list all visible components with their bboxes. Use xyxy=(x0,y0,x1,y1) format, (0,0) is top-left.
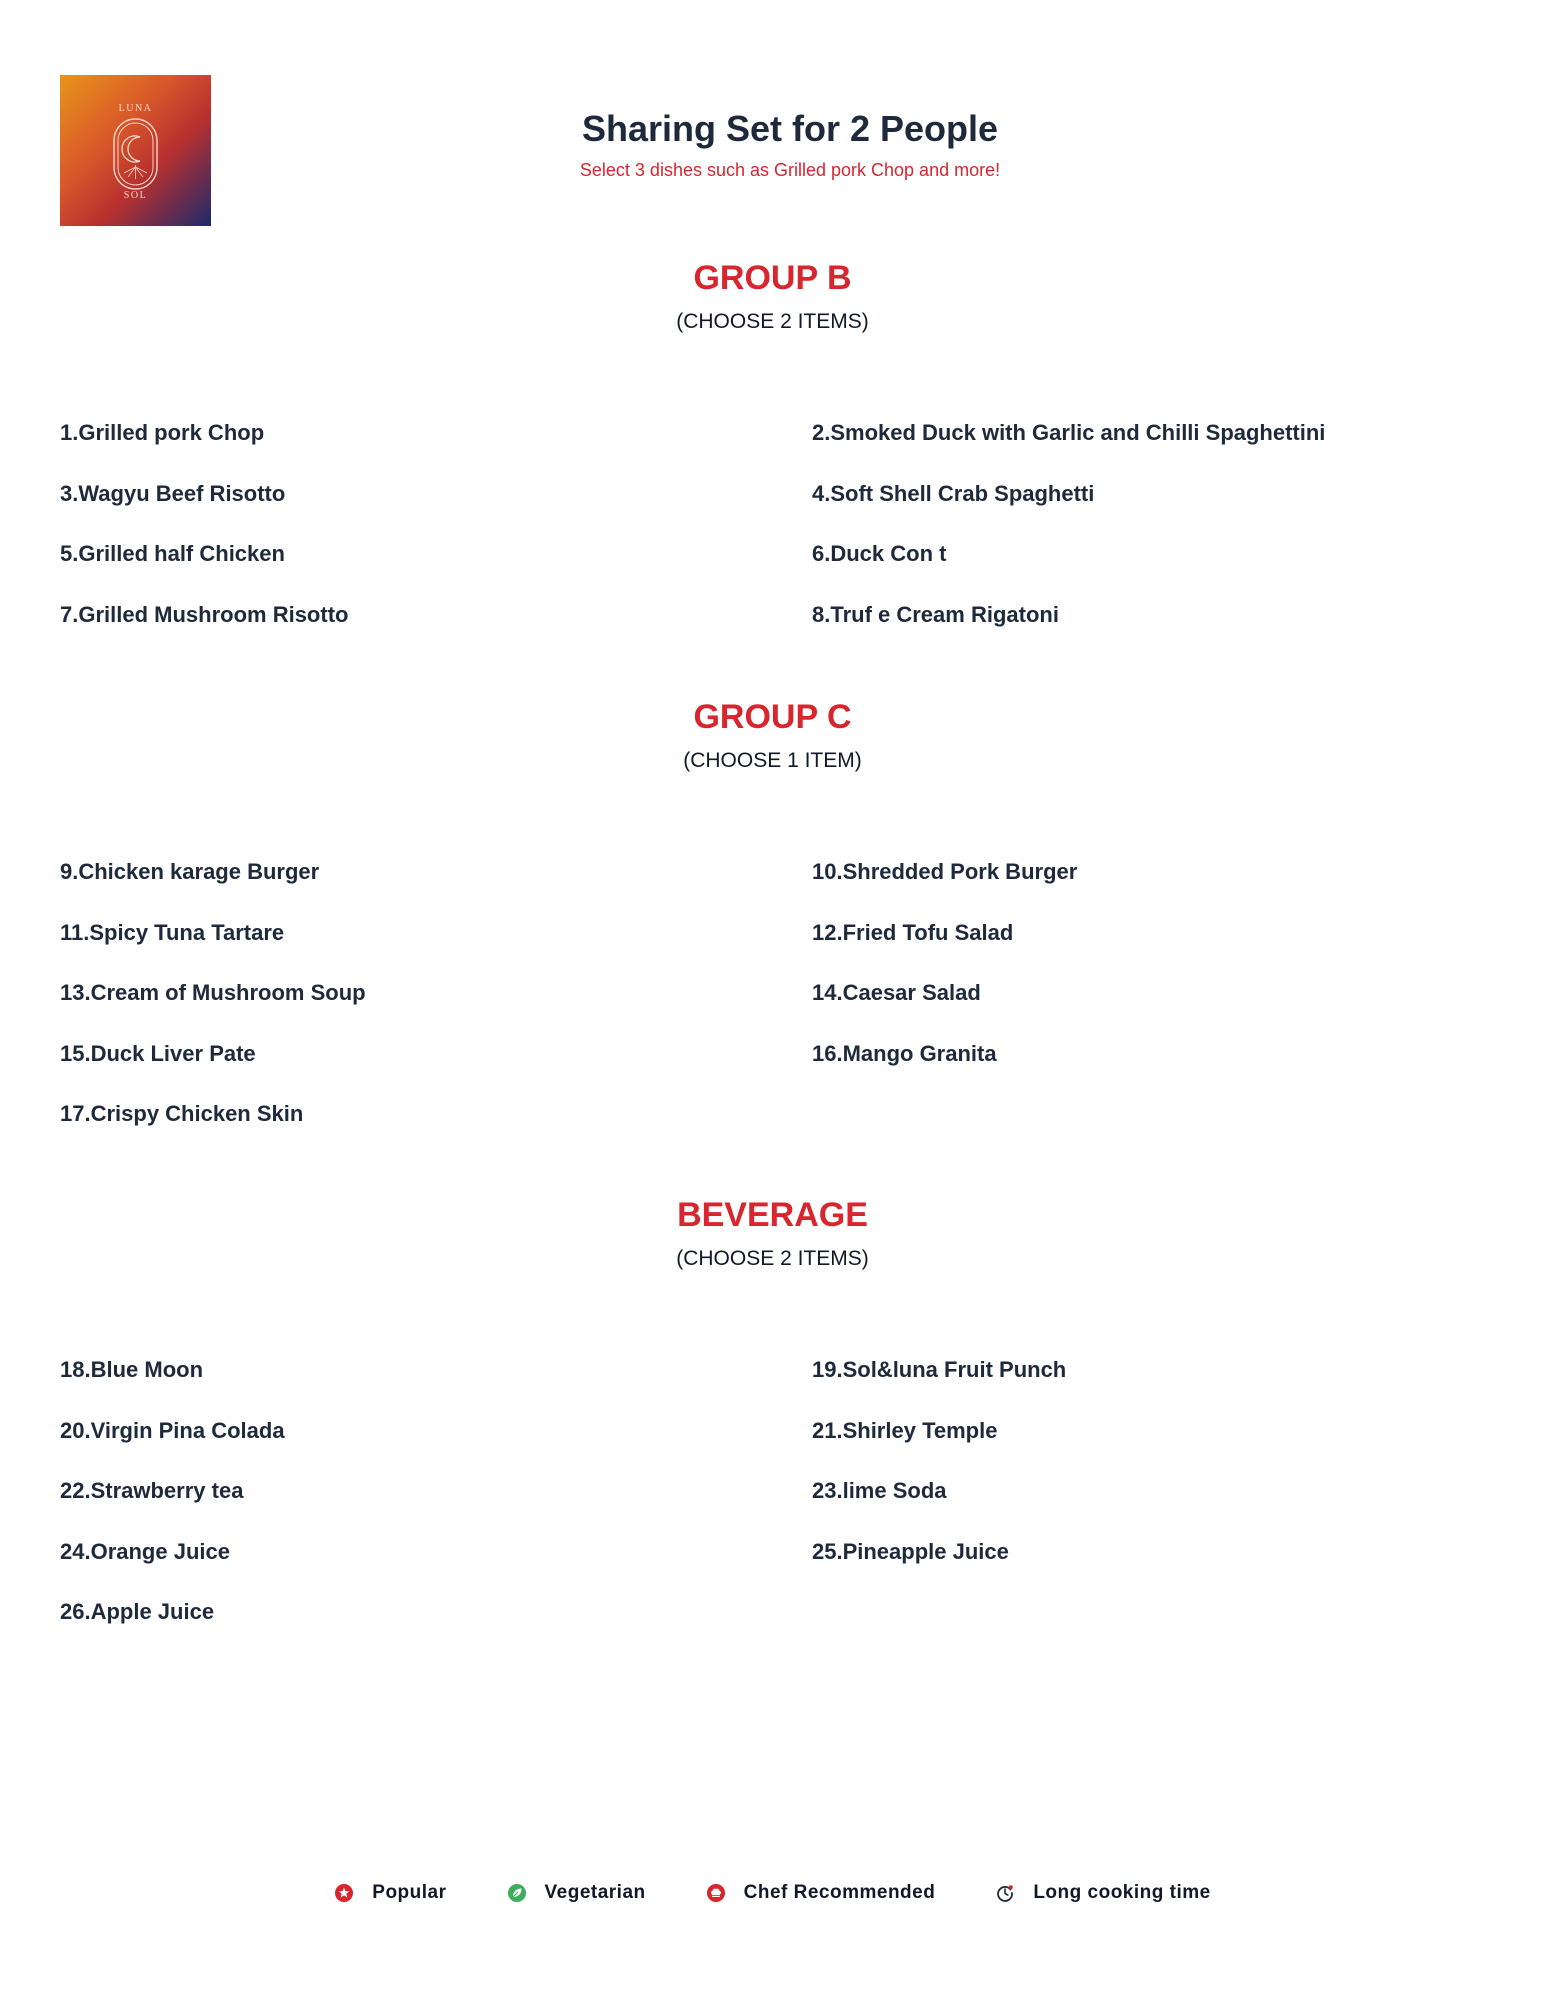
menu-item[interactable]: 24.Orange Juice xyxy=(60,1538,230,1564)
menu-item[interactable]: 21.Shirley Temple xyxy=(812,1417,998,1443)
legend-label: Vegetarian xyxy=(544,1882,646,1903)
menu-item[interactable]: 18.Blue Moon xyxy=(60,1357,204,1382)
section-note: (CHOOSE 1 ITEM) xyxy=(683,749,862,772)
vegetarian-icon xyxy=(507,1883,527,1903)
menu-items-grid xyxy=(60,419,1500,661)
menu-item[interactable]: 1.Grilled pork Chop xyxy=(60,420,265,445)
legend-entry-long-cooking-time xyxy=(995,1882,1210,1904)
section-title: GROUP B xyxy=(693,259,852,297)
menu-item[interactable]: 23.lime Soda xyxy=(812,1478,947,1503)
menu-item[interactable]: 4.Soft Shell Crab Spaghetti xyxy=(812,480,1095,506)
page-subtitle: Select 3 dishes such as Grilled pork Chop and more! xyxy=(579,160,1001,180)
menu-item[interactable]: 2.Smoked Duck with Garlic and Chilli Spaghettini xyxy=(812,420,1326,445)
menu-items-grid xyxy=(60,1356,1500,1659)
menu-item[interactable]: 25.Pineapple Juice xyxy=(812,1538,1009,1564)
legend-label: Chef Recommended xyxy=(743,1882,936,1903)
popular-icon xyxy=(334,1883,354,1903)
menu-item[interactable]: 8.Truf e Cream Rigatoni xyxy=(812,601,1059,627)
section-title: BEVERAGE xyxy=(677,1196,868,1234)
menu-item[interactable]: 19.Sol&luna Fruit Punch xyxy=(812,1357,1067,1382)
menu-item[interactable]: 13.Cream of Mushroom Soup xyxy=(60,980,366,1005)
section-group-b xyxy=(0,256,1545,627)
menu-item[interactable]: 15.Duck Liver Pate xyxy=(60,1040,256,1066)
menu-item[interactable]: 7.Grilled Mushroom Risotto xyxy=(60,601,349,627)
chef-hat-icon xyxy=(706,1883,726,1903)
menu-item[interactable]: 3.Wagyu Beef Risotto xyxy=(60,480,286,506)
section-title: GROUP C xyxy=(693,698,852,736)
menu-item[interactable]: 11.Spicy Tuna Tartare xyxy=(60,919,285,945)
menu-item[interactable]: 10.Shredded Pork Burger xyxy=(812,859,1078,884)
clock-icon xyxy=(995,1883,1015,1903)
menu-items-grid xyxy=(60,858,1500,1161)
section-note: (CHOOSE 2 ITEMS) xyxy=(676,1247,869,1270)
section-beverage xyxy=(0,1193,1545,1624)
menu-item[interactable]: 9.Chicken karage Burger xyxy=(60,859,320,884)
legend xyxy=(0,1882,1545,1904)
section-group-c xyxy=(0,695,1545,1126)
legend-entry-popular xyxy=(334,1882,446,1904)
menu-item[interactable]: 14.Caesar Salad xyxy=(812,980,981,1005)
logo-text-bottom: SOL xyxy=(123,190,148,201)
menu-item[interactable]: 12.Fried Tofu Salad xyxy=(812,919,1014,945)
legend-entry-chef-recommended xyxy=(706,1882,936,1904)
restaurant-logo xyxy=(60,75,211,226)
menu-item[interactable]: 26.Apple Juice xyxy=(60,1599,215,1624)
section-note: (CHOOSE 2 ITEMS) xyxy=(676,310,869,333)
menu-item[interactable]: 22.Strawberry tea xyxy=(60,1478,244,1503)
menu-item[interactable]: 5.Grilled half Chicken xyxy=(60,541,285,566)
menu-item[interactable]: 16.Mango Granita xyxy=(812,1040,997,1066)
menu-item[interactable]: 17.Crispy Chicken Skin xyxy=(60,1101,304,1126)
logo-text-top: LUNA xyxy=(118,103,153,114)
legend-entry-vegetarian xyxy=(507,1882,646,1904)
legend-label: Popular xyxy=(372,1882,447,1903)
menu-item[interactable]: 20.Virgin Pina Colada xyxy=(60,1417,285,1443)
logo-emblem-icon xyxy=(60,75,211,226)
page-title: Sharing Set for 2 People xyxy=(581,108,999,149)
menu-item[interactable]: 6.Duck Con t xyxy=(812,541,947,566)
legend-label: Long cooking time xyxy=(1033,1882,1211,1903)
